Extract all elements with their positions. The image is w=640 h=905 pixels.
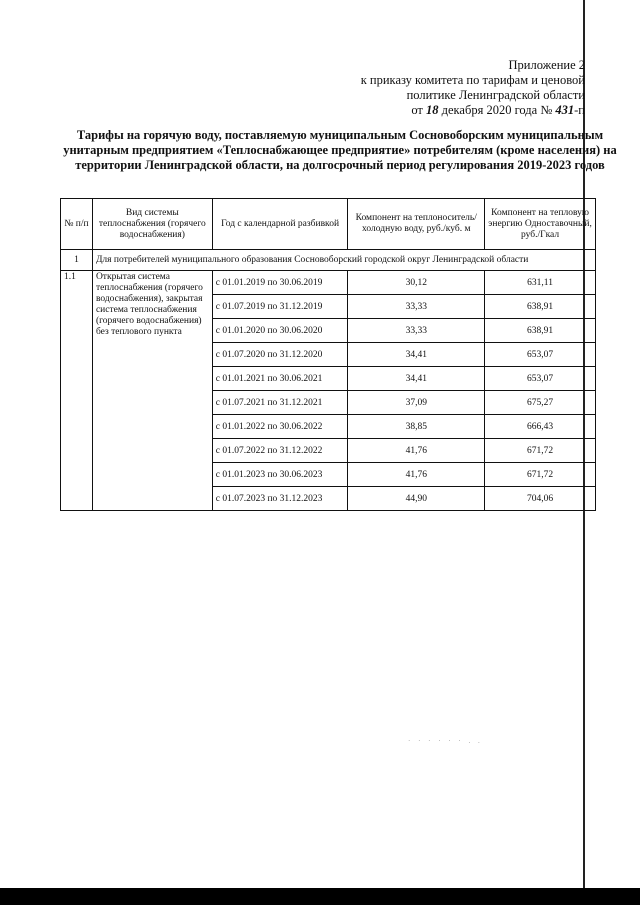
appendix-order-ref: к приказу комитета по тарифам и ценовой [360,73,585,87]
subsection-num: 1.1 [61,271,93,511]
component1-cell: 34,41 [348,367,485,391]
component1-cell: 41,76 [348,463,485,487]
component2-cell: 653,07 [485,367,596,391]
system-type: Открытая система теплоснабжения (горячего водоснабжения), закрытая система теплоснабжения (горячего водоснабжения) без теплового пункта [92,271,212,511]
table-header-row [61,199,596,250]
header-period: Год с календарной разбивкой [212,199,348,250]
component2-cell: 666,43 [485,415,596,439]
component2-cell: 631,11 [485,271,596,295]
component1-cell: 33,33 [348,295,485,319]
scan-artifact: · · · · · · . . [408,737,483,745]
document-title: Тарифы на горячую воду, поставляемую муниципальным Сосновоборским муниципальным унитарным предприятием «Теплоснабжающее предприятие» потребителям (кроме населения) на территории Ленинградской области, на долгосрочный период регулирования 2019-2023 годов [63,128,617,172]
scan-bottom-edge [0,888,640,905]
component1-cell: 34,41 [348,343,485,367]
appendix-header [255,58,585,118]
period-cell: с 01.01.2022 по 30.06.2022 [212,415,348,439]
header-num: № п/п [61,199,93,250]
group-row [61,250,596,271]
period-cell: с 01.01.2019 по 30.06.2019 [212,271,348,295]
component2-cell: 653,07 [485,343,596,367]
period-cell: с 01.07.2019 по 31.12.2019 [212,295,348,319]
component1-cell: 30,12 [348,271,485,295]
period-cell: с 01.07.2022 по 31.12.2022 [212,439,348,463]
component2-cell: 704,06 [485,487,596,511]
component2-cell: 671,72 [485,439,596,463]
appendix-title: Приложение 2 [508,58,585,72]
component2-cell: 675,27 [485,391,596,415]
group-num: 1 [61,250,93,271]
component1-cell: 33,33 [348,319,485,343]
component1-cell: 44,90 [348,487,485,511]
period-cell: с 01.01.2020 по 30.06.2020 [212,319,348,343]
period-cell: с 01.01.2021 по 30.06.2021 [212,367,348,391]
period-cell: с 01.01.2023 по 30.06.2023 [212,463,348,487]
header-component1: Компонент на теплоноситель/холодную воду, руб./куб. м [348,199,485,250]
component1-cell: 37,09 [348,391,485,415]
component1-cell: 38,85 [348,415,485,439]
header-component2: Компонент на тепловую энергию Одноставочный, руб./Гкал [485,199,596,250]
period-cell: с 01.07.2023 по 31.12.2023 [212,487,348,511]
component2-cell: 638,91 [485,295,596,319]
appendix-date-line: от 18 декабря 2020 года № 431-п [411,103,585,117]
header-system: Вид системы теплоснабжения (горячего водоснабжения) [92,199,212,250]
order-day: 18 [426,103,439,117]
component2-cell: 638,91 [485,319,596,343]
group-label: Для потребителей муниципального образования Сосновоборский городской округ Ленинградской области [92,250,595,271]
component2-cell: 671,72 [485,463,596,487]
component1-cell: 41,76 [348,439,485,463]
period-cell: с 01.07.2021 по 31.12.2021 [212,391,348,415]
tariff-table [60,198,596,511]
period-cell: с 01.07.2020 по 31.12.2020 [212,343,348,367]
order-number: 431 [555,103,575,117]
appendix-committee: политике Ленинградской области [406,88,585,102]
table-row [61,271,596,295]
